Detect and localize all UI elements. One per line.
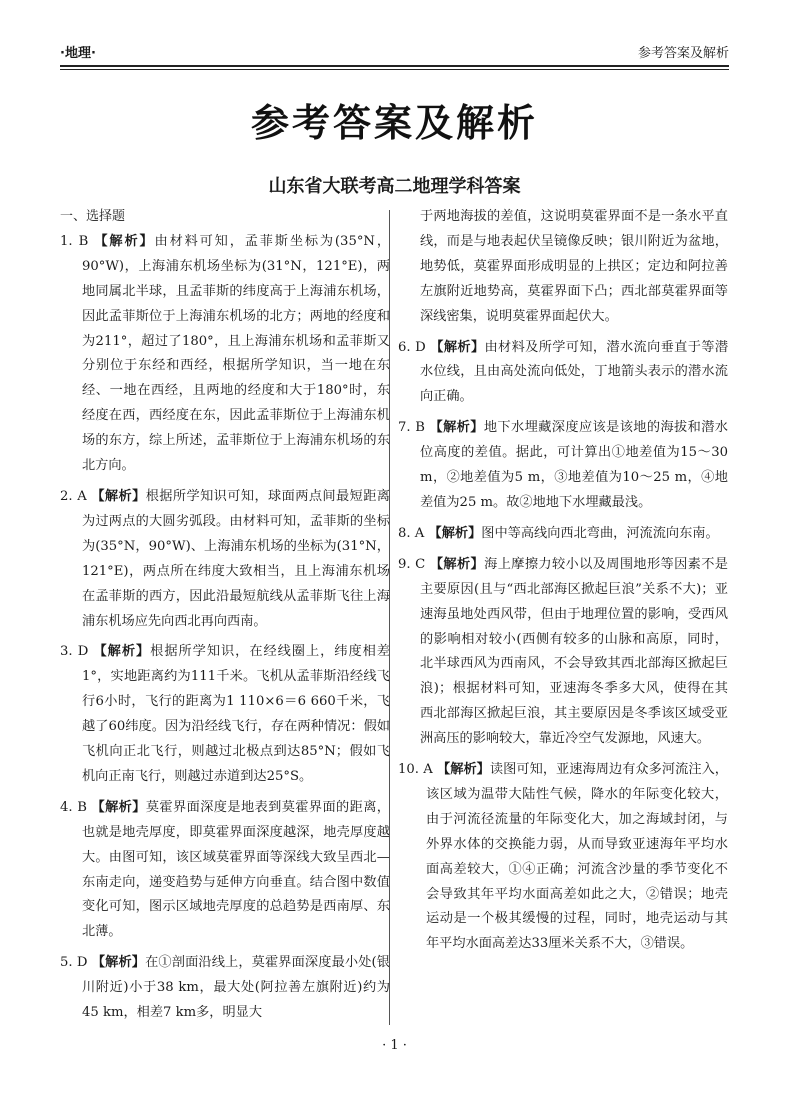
section-heading: 一、选择题	[60, 209, 126, 224]
analysis-tag: 【解析】	[91, 799, 146, 815]
analysis-tag: 【解析】	[428, 525, 482, 541]
item-continuation: 于两地海拔的差值，这说明莫霍界面不是一条水平直线，而是与地表起伏呈镜像反映；银川附近为盆地，地势低，莫霍界面形成明显的上拱区；定边和阿拉善左旗附近地势高，莫霍界面下凸；西北部莫霍界面等深线密集，说明莫霍界面起伏大。	[420, 209, 728, 324]
analysis-tag: 【解析】	[429, 420, 484, 436]
answer-item	[60, 640, 390, 789]
answer-item	[398, 553, 728, 752]
answer-item	[60, 485, 390, 634]
subject-label: ·地理·	[60, 46, 96, 61]
item-number: 4.	[60, 799, 73, 815]
page-number: · 1 ·	[382, 1038, 407, 1053]
analysis-tag: 【解析】	[93, 644, 151, 660]
item-answer: D	[415, 339, 426, 355]
header-rule-thin	[60, 69, 729, 70]
item-text: 在①剖面沿线上，莫霍界面深度最小处(银川附近)小于38 km，最大处(阿拉善左旗附近)约为45 km，相差7 km多，明显大	[82, 955, 390, 1021]
page-subtitle: 山东省大联考高二地理学科答案	[268, 176, 521, 197]
item-number: 9.	[398, 556, 411, 572]
item-number: 1.	[60, 233, 73, 249]
item-number: 3.	[60, 644, 73, 660]
answer-item	[398, 416, 728, 516]
item-answer: B	[78, 233, 89, 249]
item-answer: C	[415, 556, 426, 572]
item-number: 6.	[398, 339, 411, 355]
item-text: 根据所学知识，在经线圈上，纬度相差1°，实地距离约为111千米。飞机从孟菲斯沿经线飞行6小时，飞行的距离为1 110×6＝6 660千米，飞越了60纬度。因为沿经线飞行，存在两种情况：假如飞机向正北飞行，则越过北极点到达85°N；假如飞机向正南飞行，则越过赤道到达25°S。	[82, 644, 390, 784]
item-answer: A	[77, 488, 87, 504]
answer-item	[398, 522, 728, 547]
answer-item	[60, 951, 390, 1026]
item-answer: B	[77, 799, 87, 815]
answer-item	[398, 758, 728, 957]
column-divider	[389, 210, 390, 1025]
page-header	[60, 40, 729, 64]
analysis-tag: 【解析】	[430, 339, 485, 355]
item-number: 8.	[398, 525, 411, 541]
analysis-tag: 【解析】	[91, 955, 146, 971]
header-title: 参考答案及解析	[637, 46, 729, 61]
item-text: 由材料及所学可知，潜水流向垂直于等潜水位线，且由高处流向低处，丁地箭头表示的潜水流向正确。	[420, 339, 729, 405]
item-number: 2.	[60, 488, 73, 504]
item-number: 10.	[398, 762, 419, 778]
page-title: 参考答案及解析	[250, 101, 538, 145]
header-rule	[60, 65, 729, 67]
item-answer: D	[76, 955, 88, 971]
item-text: 地下水埋藏深度应该是该地的海拔和潜水位高度的差值。据此，可计算出①地差值为15～30 m，②地差值为5 m，③地差值为10～25 m，④地差值为25 m。故②地地下水埋藏最浅。	[420, 420, 728, 510]
item-text: 图中等高线向西北弯曲，河流流向东南。	[481, 525, 719, 541]
item-answer: A	[414, 525, 425, 541]
item-answer: B	[415, 420, 425, 436]
item-text: 由材料可知，孟菲斯坐标为(35°N，90°W)，上海浦东机场坐标为(31°N，121°E)，两地同属北半球，且孟菲斯的纬度高于上海浦东机场，因此孟菲斯位于上海浦东机场的北方；两地的经度和为211°，超过了180°，且上海浦东机场和孟菲斯又分别位于东经和西经，根据所学知识，当一地在东经、一地在西经，且两地的经度和大于180°时，东经度在西，西经度在东，因此孟菲斯位于上海浦东机场的东方，综上所述，孟菲斯位于上海浦东机场的东北方向。	[82, 233, 391, 474]
item-answer: A	[423, 762, 433, 778]
item-text: 莫霍界面深度是地表到莫霍界面的距离，也就是地壳厚度，即莫霍界面深度越深，地壳厚度越大。由图可知，该区域莫霍界面等深线大致呈西北—东南走向，递变趋势与延伸方向垂直。结合图中数值变化可知，图示区域地壳厚度的总趋势是西南厚、东北薄。	[82, 799, 390, 940]
answer-item	[60, 230, 390, 479]
analysis-tag: 【解析】	[91, 488, 146, 504]
answer-item	[398, 336, 728, 411]
item-answer: D	[77, 644, 89, 660]
analysis-tag: 【解析】	[436, 762, 490, 778]
item-text: 海上摩擦力较小以及周围地形等因素不是主要原因(且与“西北部海区掀起巨浪”关系不大)；亚速海虽地处西风带，但由于地理位置的影响，受西风的影响相对较小(西侧有较多的山脉和高原，同时，北半球西风为西南风，不会导致其西北部海区掀起巨浪)；根据材料可知，亚速海冬季多大风，使得在其西北部海区掀起巨浪，其主要原因是冬季该区域受亚洲高压的影响较大，靠近冷空气发源地，风速大。	[420, 556, 728, 747]
left-column	[60, 205, 390, 1032]
analysis-tag: 【解析】	[94, 233, 155, 249]
item-text: 根据所学知识可知，球面两点间最短距离为过两点的大圆劣弧段。由材料可知，孟菲斯的坐标为(35°N，90°W)、上海浦东机场的坐标为(31°N，121°E)，两点所在纬度大致相当，且上海浦东机场在孟菲斯的西方，因此沿最短航线从孟菲斯飞往上海浦东机场应先向西北再向西南。	[82, 488, 390, 629]
item-number: 7.	[398, 420, 411, 436]
answer-item	[60, 796, 390, 945]
analysis-tag: 【解析】	[429, 556, 485, 572]
item-number: 5.	[60, 955, 73, 971]
item-text: 读图可知，亚速海周边有众多河流注入，该区域为温带大陆性气候，降水的年际变化较大，由于河流径流量的年际变化大，加之海域封闭，与外界水体的交换能力弱，从而导致亚速海年平均水面高差较大，①④正确；河流含沙量的季节变化不会导致其年平均水面高差如此之大，②错误；地壳运动是一个极其缓慢的过程，同时，地壳运动与其年平均水面高差达33厘米关系不大，③错误。	[426, 762, 728, 952]
right-column	[398, 205, 728, 963]
